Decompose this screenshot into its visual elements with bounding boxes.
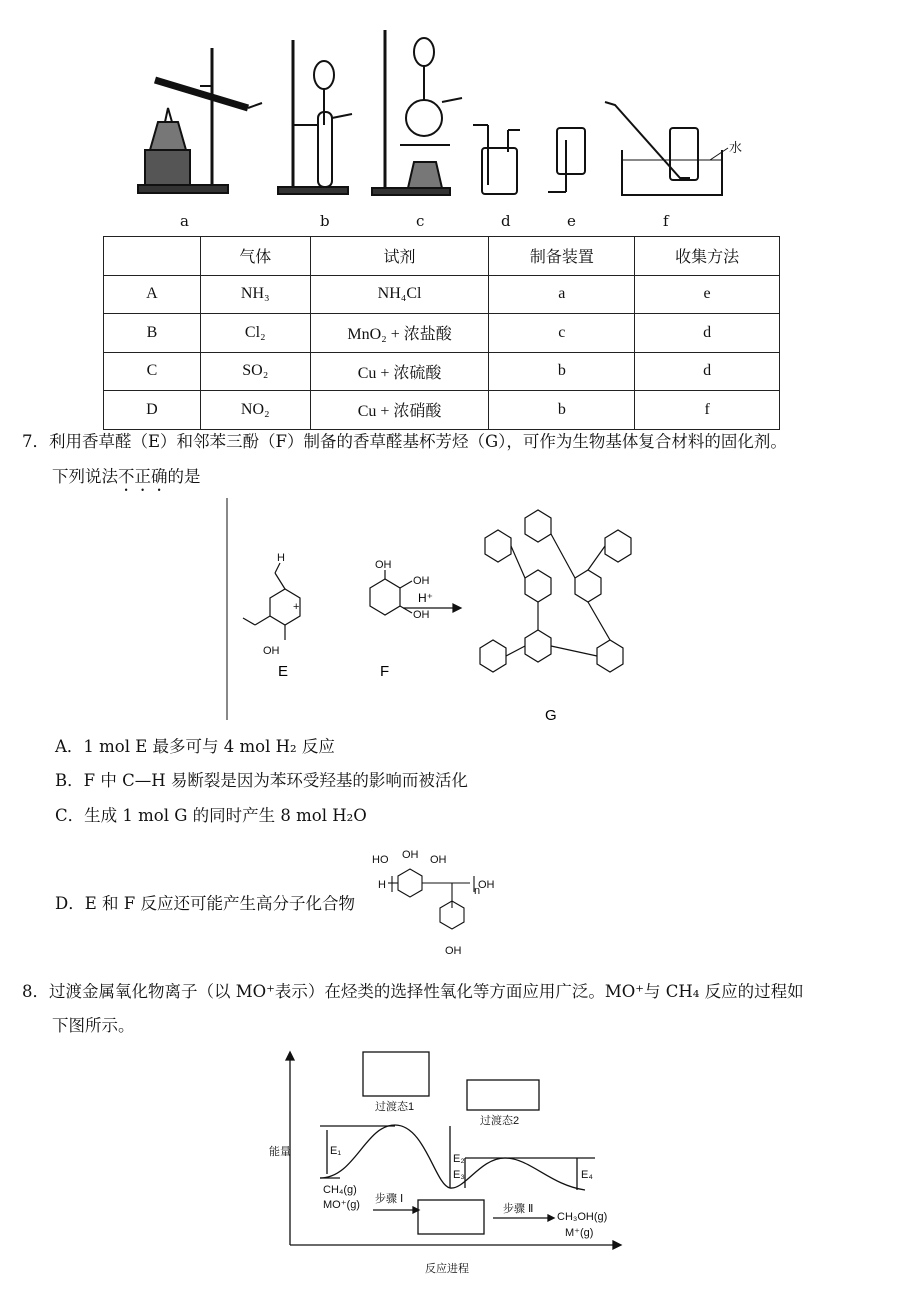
apparatus-a bbox=[138, 48, 262, 193]
apparatus-label-f: f bbox=[663, 212, 669, 230]
table-cell: NO₂ bbox=[200, 391, 310, 430]
q7-option-c: C．生成 1 mol G 的同时产生 8 mol H₂O bbox=[55, 806, 367, 825]
reactant-ch4: CH₄(g) bbox=[323, 1184, 357, 1196]
table-cell: d bbox=[635, 314, 780, 353]
apparatus-label-d: d bbox=[501, 212, 511, 230]
table-header-row bbox=[104, 237, 780, 276]
table-row bbox=[104, 275, 780, 314]
q7-emphasis: 不正确 bbox=[118, 467, 168, 486]
q8-text-line1: 过渡金属氧化物离子（以 MO⁺表示）在烃类的选择性氧化等方面应用广泛。MO⁺与 CH₄ 反应的过程如 bbox=[49, 982, 804, 1001]
table-header: 试剂 bbox=[310, 237, 489, 276]
table-cell: Cu + 浓硫酸 bbox=[310, 352, 489, 391]
E-cho-label: H bbox=[277, 552, 285, 564]
table-header: 收集方法 bbox=[635, 237, 780, 276]
step2-label: 步骤 Ⅱ bbox=[503, 1203, 534, 1215]
y-axis-label: 能量 bbox=[269, 1146, 291, 1158]
svg-text:H: H bbox=[378, 879, 386, 891]
reactant-mo: MO⁺(g) bbox=[323, 1199, 360, 1211]
q8-number: 8． bbox=[22, 982, 49, 1001]
gas-preparation-table bbox=[103, 236, 780, 430]
apparatus-c bbox=[372, 30, 462, 195]
label-F: F bbox=[380, 663, 390, 680]
table-header: 气体 bbox=[200, 237, 310, 276]
label-G: G bbox=[545, 707, 557, 724]
table-cell: D bbox=[104, 391, 201, 430]
table-cell: b bbox=[489, 352, 635, 391]
table-cell: C bbox=[104, 352, 201, 391]
apparatus-illustration bbox=[0, 0, 900, 235]
ts2-label: 过渡态2 bbox=[480, 1115, 520, 1127]
arrow-label: H⁺ bbox=[418, 591, 433, 605]
q7-number: 7． bbox=[22, 432, 49, 451]
step1-label: 步骤 Ⅰ bbox=[375, 1193, 404, 1205]
plus-sign: + bbox=[293, 601, 300, 613]
water-label: 水 bbox=[729, 140, 743, 155]
E3-label: E₃ bbox=[453, 1169, 465, 1181]
label-E: E bbox=[278, 663, 289, 680]
q7-text-post: 的是 bbox=[167, 467, 201, 486]
table-cell: b bbox=[489, 391, 635, 430]
svg-text:HO: HO bbox=[372, 854, 389, 866]
apparatus-label-c: c bbox=[416, 212, 425, 230]
table-cell: A bbox=[104, 275, 201, 314]
table-cell: MnO₂ + 浓盐酸 bbox=[310, 314, 489, 353]
apparatus-d bbox=[473, 125, 520, 194]
q7-option-b: B．F 中 C—H 易断裂是因为苯环受羟基的影响而被活化 bbox=[55, 771, 468, 790]
E-oh-label: OH bbox=[263, 645, 280, 657]
table-row bbox=[104, 314, 780, 353]
F-oh-label: OH bbox=[375, 559, 392, 571]
table-cell: B bbox=[104, 314, 201, 353]
q7-reaction-scheme bbox=[225, 498, 675, 728]
table-row bbox=[104, 391, 780, 430]
product-m: M⁺(g) bbox=[565, 1227, 594, 1239]
q8-line2: 下图所示。 bbox=[52, 1016, 135, 1035]
table-cell: c bbox=[489, 314, 635, 353]
q7-text-line1: 利用香草醛（E）和邻苯三酚（F）制备的香草醛基杯芳烃（G），可作为生物基体复合材料的固化剂。 bbox=[49, 432, 787, 451]
q7-option-a: A．1 mol E 最多可与 4 mol H₂ 反应 bbox=[55, 737, 335, 756]
apparatus-e bbox=[548, 128, 585, 192]
table-cell: d bbox=[635, 352, 780, 391]
E2-label: E₂ bbox=[453, 1153, 465, 1165]
table-cell: SO₂ bbox=[200, 352, 310, 391]
ts1-label: 过渡态1 bbox=[375, 1101, 415, 1113]
apparatus-b bbox=[278, 40, 352, 194]
polymer-structure bbox=[370, 848, 510, 960]
svg-text:n: n bbox=[474, 885, 481, 897]
table-header: 制备装置 bbox=[489, 237, 635, 276]
table-cell: e bbox=[635, 275, 780, 314]
apparatus-label-b: b bbox=[320, 212, 330, 230]
x-axis-label: 反应进程 bbox=[425, 1263, 469, 1275]
svg-text:OH: OH bbox=[430, 854, 447, 866]
table-header bbox=[104, 237, 201, 276]
apparatus-label-e: e bbox=[567, 212, 576, 230]
q7-option-d: D．E 和 F 反应还可能产生高分子化合物 bbox=[55, 894, 355, 913]
table-cell: Cl₂ bbox=[200, 314, 310, 353]
table-cell: NH₄Cl bbox=[310, 275, 489, 314]
svg-text:OH: OH bbox=[478, 879, 495, 891]
q7-line1 bbox=[22, 430, 787, 454]
table-cell: f bbox=[635, 391, 780, 430]
energy-diagram bbox=[265, 1050, 645, 1280]
E1-label: E₁ bbox=[330, 1145, 342, 1157]
q8-line1 bbox=[22, 980, 804, 1004]
q7-line2 bbox=[52, 465, 201, 495]
table-cell: Cu + 浓硝酸 bbox=[310, 391, 489, 430]
svg-text:OH: OH bbox=[445, 945, 462, 957]
svg-text:OH: OH bbox=[402, 849, 419, 861]
product-ch3oh: CH₃OH(g) bbox=[557, 1211, 608, 1223]
q7-text-pre: 下列说法 bbox=[52, 467, 118, 486]
E4-label: E₄ bbox=[581, 1169, 593, 1181]
F-oh-label: OH bbox=[413, 609, 430, 621]
F-oh-label: OH bbox=[413, 575, 430, 587]
table-row bbox=[104, 352, 780, 391]
apparatus-f bbox=[605, 102, 728, 195]
apparatus-label-a: a bbox=[180, 212, 189, 230]
table-cell: NH₃ bbox=[200, 275, 310, 314]
table-cell: a bbox=[489, 275, 635, 314]
